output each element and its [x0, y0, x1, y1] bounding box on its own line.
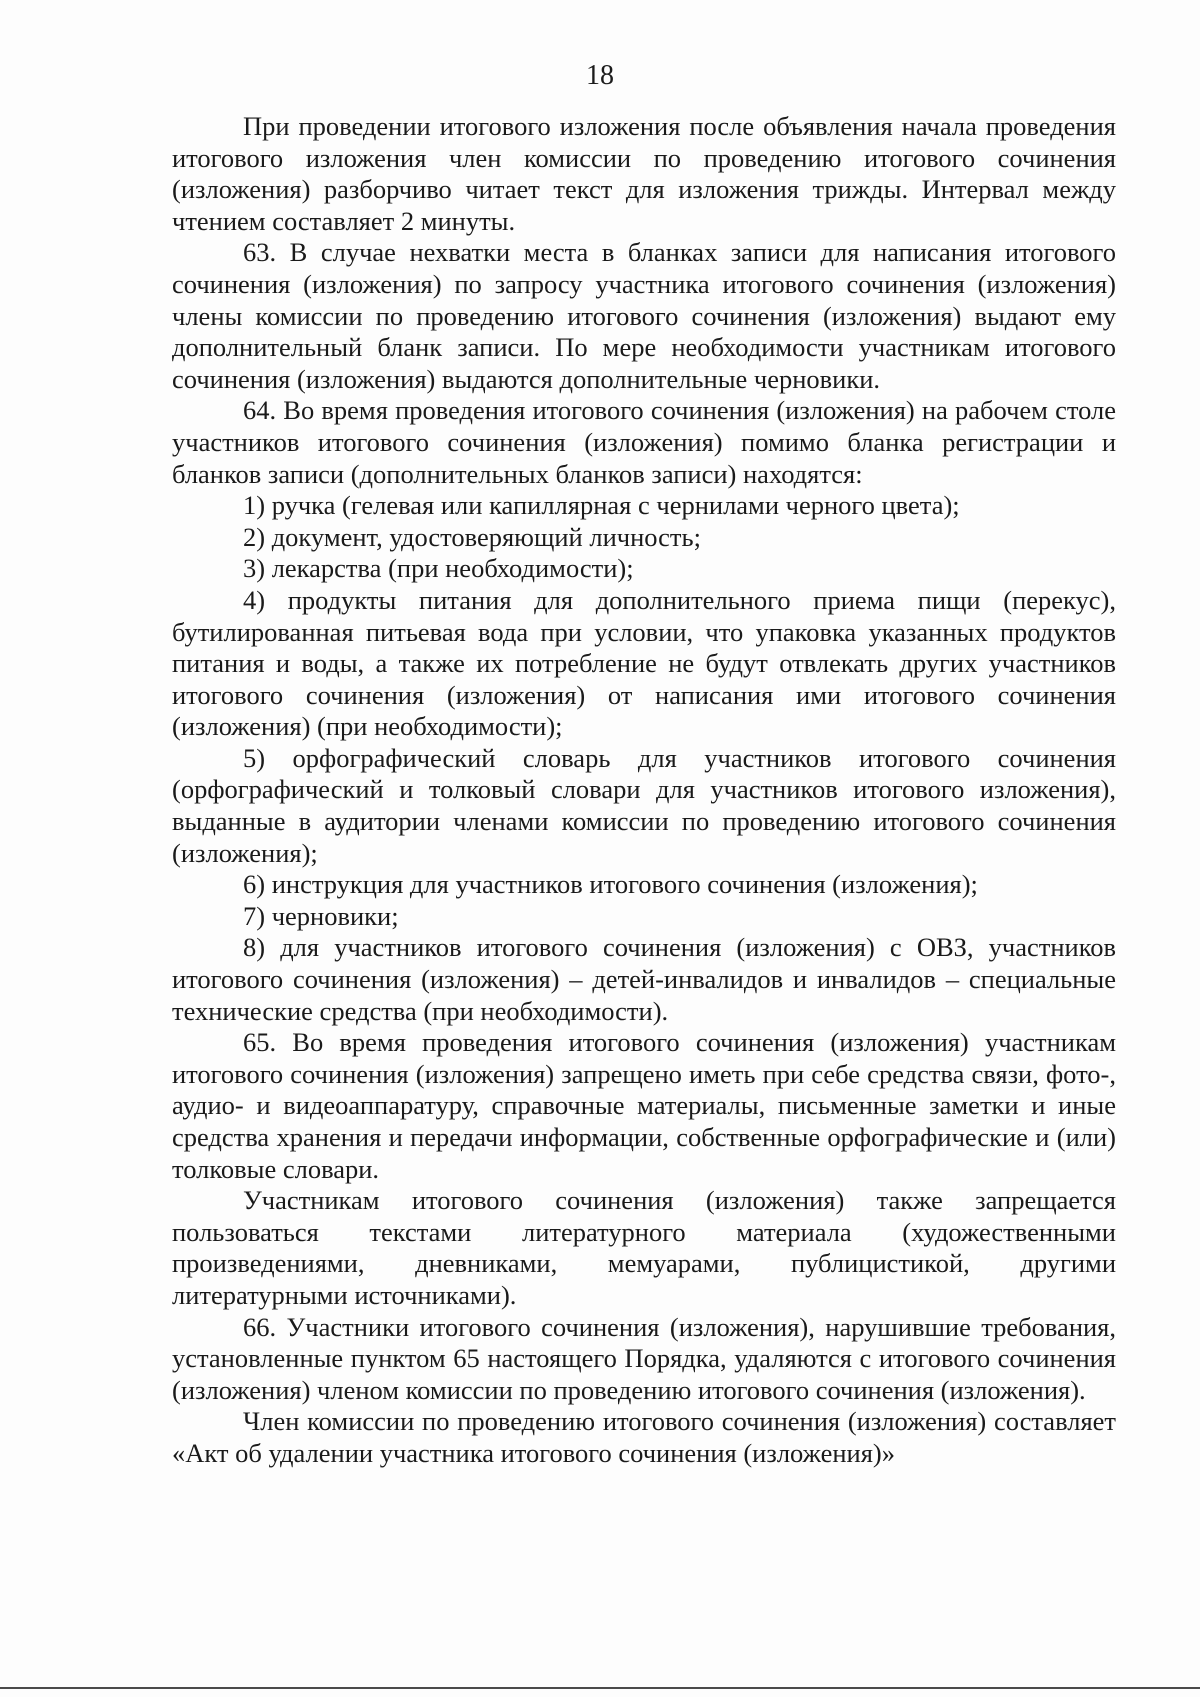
list-item-3: 3) лекарства (при необходимости); — [243, 553, 634, 584]
list-item-7: 7) черновики; — [243, 900, 399, 931]
paragraph-63: 63. В случае нехватки места в бланках записи для написания итогового сочинения (изложения) по запросу участника итогового сочинения (изложения) члены комиссии по проведению итогового сочинения (изложения) выдают ему дополнительный бланк записи. По мере необходимости участникам итогового сочинения (изложения) выдаются дополнительные черновики. — [172, 237, 1116, 394]
list-item-4: 4) продукты питания для дополнительного приема пищи (перекус), бутилированная питьевая вода при условии, что упаковка указанных продуктов питания и воды, а также их потребление не будут отвлекать других участников итогового сочинения (изложения) от написания ими итогового сочинения (изложения) (при необходимости); — [172, 584, 1116, 742]
paragraph-64: 64. Во время проведения итогового сочинения (изложения) на рабочем столе участников итогового сочинения (изложения) помимо бланка регистрации и бланков записи (дополнительных бланков записи) находятся: — [172, 395, 1116, 489]
list-item-1: 1) ручка (гелевая или капиллярная с чернилами черного цвета); — [243, 490, 960, 521]
list-item-5: 5) орфографический словарь для участников итогового сочинения (орфографический и толковый словари для участников итогового изложения), выданные в аудитории членами комиссии по проведению итогового сочинения (изложения); — [172, 742, 1116, 868]
page-bottom-edge — [0, 1687, 1200, 1689]
paragraph-removal-act: Член комиссии по проведению итогового сочинения (изложения) составляет «Акт об удалении участника итогового сочинения (изложения)» — [172, 1406, 1116, 1468]
paragraph-65: 65. Во время проведения итогового сочинения (изложения) участникам итогового сочинения (изложения) запрещено иметь при себе средства связи, фото-, аудио- и видеоаппаратуру, справочные материалы, письменные заметки и иные средства хранения и передачи информации, собственные орфографические и (или) толковые словари. — [172, 1027, 1116, 1184]
list-item-6: 6) инструкция для участников итогового сочинения (изложения); — [243, 869, 978, 900]
list-item-2: 2) документ, удостоверяющий личность; — [243, 521, 701, 552]
page-number: 18 — [586, 60, 614, 91]
paragraph-reading-procedure: При проведении итогового изложения после объявления начала проведения итогового изложения член комиссии по проведению итогового сочинения (изложения) разборчиво читает текст для изложения трижды. Интервал между чтением составляет 2 минуты. — [172, 111, 1116, 236]
list-item-8: 8) для участников итогового сочинения (изложения) с ОВЗ, участников итогового сочинения (изложения) – детей-инвалидов и инвалидов – специальные технические средства (при необходимости). — [172, 932, 1116, 1026]
document-body — [172, 111, 1116, 1470]
paragraph-66: 66. Участники итогового сочинения (изложения), нарушившие требования, установленные пунктом 65 настоящего Порядка, удаляются с итогового сочинения (изложения) членом комиссии по проведению итогового сочинения (изложения). — [172, 1311, 1116, 1405]
paragraph-65-continuation: Участникам итогового сочинения (изложения) также запрещается пользоваться текстами литературного материала (художественными произведениями, дневниками, мемуарами, публицистикой, другими литературными источниками). — [172, 1185, 1116, 1310]
